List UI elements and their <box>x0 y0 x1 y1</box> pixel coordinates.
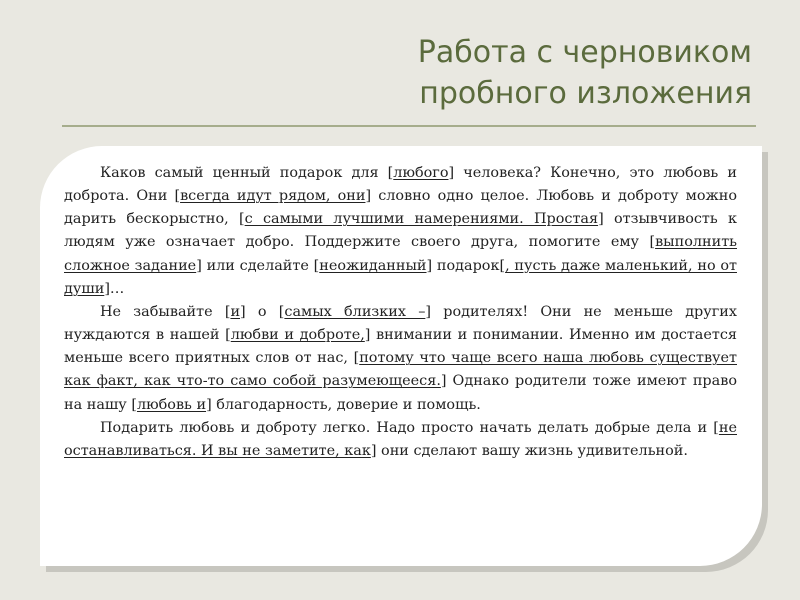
paragraph <box>64 301 737 417</box>
underlined-fragment: самых близких – <box>284 303 426 320</box>
draft-text <box>64 162 737 463</box>
underlined-fragment: и <box>230 303 241 320</box>
text-fragment: ] Однако родители тоже имеют право на нашу [ <box>64 373 737 413</box>
text-fragment: ] или сделайте [ <box>196 257 320 274</box>
text-fragment: ] благодарность, доверие и помощь. <box>206 396 481 413</box>
underlined-fragment: любого <box>393 165 449 181</box>
underlined-fragment: всегда идут рядом, они <box>180 188 366 205</box>
text-fragment: ]… <box>104 280 125 297</box>
text-fragment: Не забывайте [ <box>100 303 231 320</box>
text-fragment: Подарить любовь и доброту легко. Надо просто начать делать добрые дела и [ <box>100 419 719 436</box>
text-fragment: ] человека? Конечно, это любовь и доброта. Они [ <box>64 165 737 205</box>
text-fragment: ] родителях! Они не меньше других нуждаются в нашей [ <box>64 303 737 344</box>
underlined-fragment: любовь и <box>136 396 207 413</box>
title-divider <box>62 125 756 127</box>
underlined-fragment: , пусть даже маленький, но от души <box>64 257 737 297</box>
paragraph <box>64 162 737 301</box>
underlined-fragment: потому что чаще всего наша любовь существует как факт, как что-то само собой разумеющееся. <box>64 350 737 390</box>
text-fragment: ] словно одно целое. Любовь и доброту можно дарить бескорыстно, [ <box>64 188 737 228</box>
title-line-1: Работа с черновиком <box>417 35 752 70</box>
paragraph <box>64 417 737 463</box>
underlined-fragment: с самыми лучшими намерениями. Простая <box>244 211 599 228</box>
title-line-2: пробного изложения <box>419 76 752 111</box>
slide-title <box>192 32 752 114</box>
text-fragment: ] внимании и понимании. Именно им достается меньше всего приятных слов от нас, [ <box>64 327 737 367</box>
underlined-fragment: не останавливаться. И вы не заметите, как <box>64 419 737 459</box>
text-fragment: Каков самый ценный подарок для [ <box>100 165 394 181</box>
text-fragment: ] отзывчивость к людям уже означает добро. Поддержите своего друга, помогите ему [ <box>64 211 737 251</box>
text-fragment: ] они сделают вашу жизнь удивительной. <box>370 442 688 459</box>
underlined-fragment: выполнить сложное задание <box>64 234 737 274</box>
text-fragment: ] о [ <box>240 303 285 320</box>
underlined-fragment: любви и доброте, <box>230 327 365 344</box>
underlined-fragment: неожиданный <box>319 257 427 274</box>
text-fragment: ] подарок[ <box>426 257 506 274</box>
